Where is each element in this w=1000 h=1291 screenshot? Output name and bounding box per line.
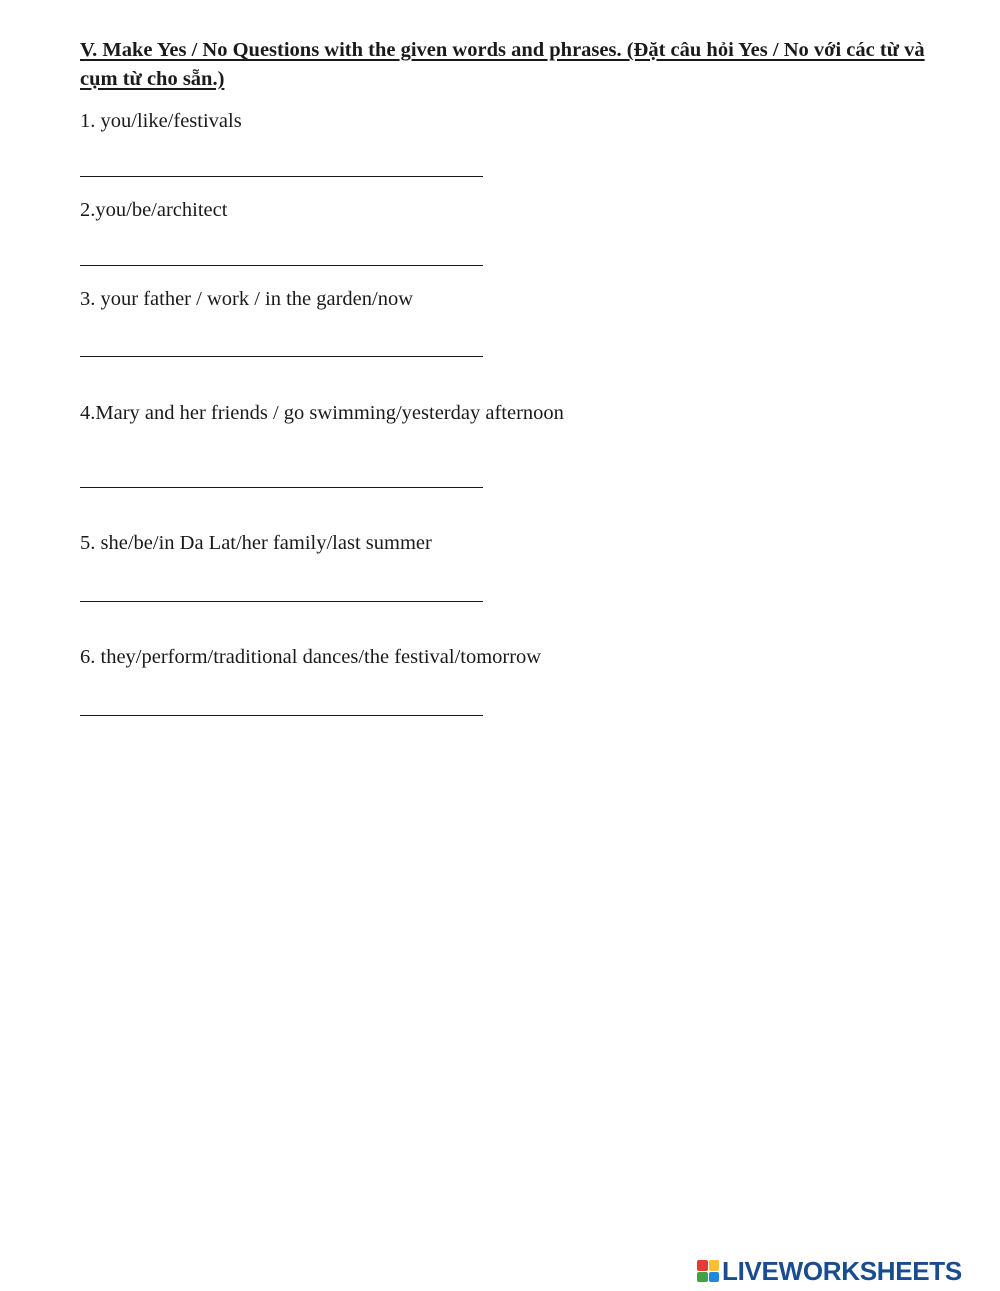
question-3-answer-line[interactable] <box>80 356 483 357</box>
liveworksheets-mark-icon <box>697 1260 719 1282</box>
question-2-prompt: 2.you/be/architect <box>80 199 228 221</box>
question-4-answer-line[interactable] <box>80 487 483 488</box>
mark-square <box>709 1272 720 1283</box>
mark-square <box>709 1260 720 1271</box>
question-5-answer-line[interactable] <box>80 601 483 602</box>
liveworksheets-wordmark: LIVEWORKSHEETS <box>722 1256 962 1286</box>
mark-square <box>697 1272 708 1283</box>
mark-square <box>697 1260 708 1271</box>
question-1-answer-line[interactable] <box>80 176 483 177</box>
question-6-answer-line[interactable] <box>80 715 483 716</box>
exercise-heading: V. Make Yes / No Questions with the given words and phrases. (Đặt câu hỏi Yes / No với các từ và cụm từ cho sẵn.) <box>80 39 925 90</box>
question-3-prompt: 3. your father / work / in the garden/now <box>80 288 414 310</box>
question-4-prompt: 4.Mary and her friends / go swimming/yesterday afternoon <box>80 402 564 424</box>
question-6-prompt: 6. they/perform/traditional dances/the festival/tomorrow <box>80 646 542 668</box>
question-5-prompt: 5. she/be/in Da Lat/her family/last summer <box>80 532 432 554</box>
liveworksheets-logo <box>697 1257 962 1285</box>
question-1-prompt: 1. you/like/festivals <box>80 110 242 132</box>
question-2-answer-line[interactable] <box>80 265 483 266</box>
